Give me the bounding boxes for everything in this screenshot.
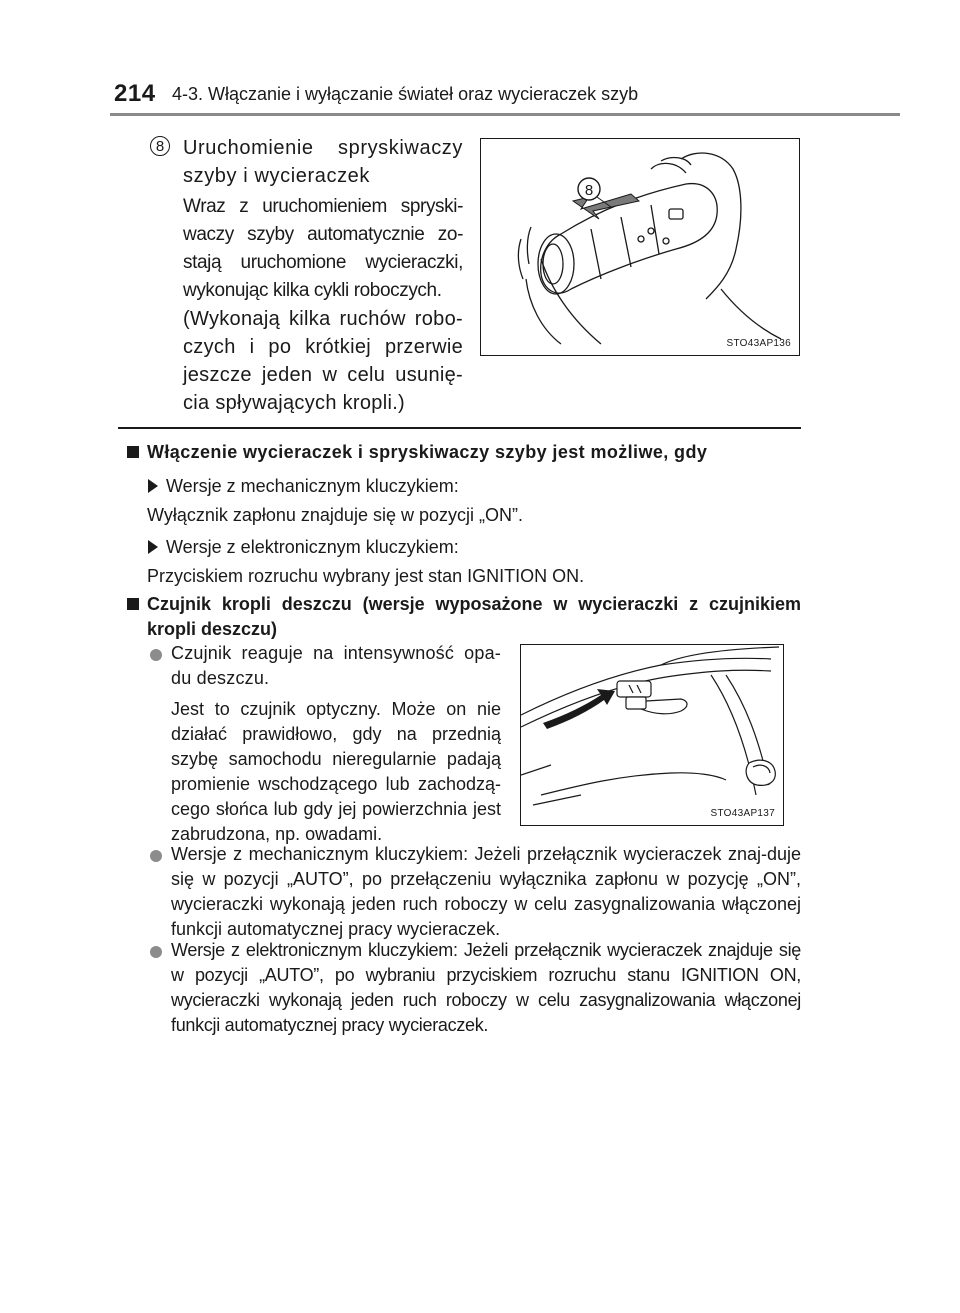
- figure-code: STO43AP136: [726, 338, 791, 349]
- rain-sensor-illustration: [521, 645, 782, 824]
- circle-bullet-icon: [150, 649, 162, 661]
- variant-label: Wersje z elektronicznym kluczykiem:: [166, 537, 459, 557]
- bullet-text: Czujnik reaguje na intensywność opa-du deszczu.: [171, 643, 501, 688]
- circle-bullet-icon: [150, 850, 162, 862]
- variant-label: Wersje z mechanicznym kluczykiem:: [166, 476, 459, 496]
- step-number-badge: 8: [150, 136, 170, 156]
- square-bullet-icon: [127, 598, 139, 610]
- chapter-title: 4-3. Włączanie i wyłączanie świateł oraz wycieraczek szyb: [172, 84, 639, 104]
- step-title: Uruchomienie spryskiwaczy szyby i wycieraczek: [183, 137, 463, 187]
- step-paragraph-1: Wraz z uruchomieniem spryski-waczy szyby automatycznie zo-stają uruchomione wycieraczki, wykonując kilka cykli roboczych.: [183, 196, 463, 301]
- bullet-text: Wersje z elektronicznym kluczykiem: Jeżeli przełącznik wycieraczek znajduje się w pozycji „AUTO”, po wybraniu przyciskiem rozruchu stanu IGNITION ON, wycieraczki wykonają jeden ruch roboczy w celu zasygnalizowania włączonej funkcji automatycznej pracy wycieraczek.: [171, 940, 801, 1035]
- wiper-lever-illustration: [481, 139, 798, 354]
- rain-sensor-figure: [520, 644, 784, 826]
- step-paragraph-2: (Wykonają kilka ruchów robo-czych i po krótkiej przerwie jeszcze jeden w celu usunię-cia spływających kropli.): [183, 308, 463, 414]
- figure-code: STO43AP137: [710, 808, 775, 819]
- figure-callout: 8: [584, 182, 594, 199]
- circle-bullet-icon: [150, 946, 162, 958]
- condition-text: Przyciskiem rozruchu wybrany jest stan IGNITION ON.: [147, 566, 585, 586]
- section-heading: Włączenie wycieraczek i spryskiwaczy szyby jest możliwe, gdy: [147, 442, 708, 462]
- wiper-lever-figure: [480, 138, 800, 356]
- bullet-text: Wersje z mechanicznym kluczykiem: Jeżeli przełącznik wycieraczek znaj-duje się w pozycji „AUTO”, po przełączeniu wyłącznika zapłonu w pozycję „ON”, wycieraczki wykonają jeden ruch roboczy w celu zasygnalizowania włączonej funkcji automatycznej pracy wycieraczek.: [171, 844, 801, 939]
- header-divider: [110, 113, 900, 116]
- bullet-detail: Jest to czujnik optyczny. Może on nie działać prawidłowo, gdy na przednią szybę samochodu nieregularnie padają promienie wschodzącego lub zachodzą-cego słońca lub gdy jej powierzchnia jest zabrudzona, np. owadami.: [171, 699, 501, 844]
- triangle-right-icon: [148, 540, 158, 554]
- triangle-right-icon: [148, 479, 158, 493]
- section-heading: Czujnik kropli deszczu (wersje wyposażone w wycieraczki z czujnikiem kropli deszczu): [147, 594, 801, 639]
- condition-text: Wyłącznik zapłonu znajduje się w pozycji „ON”.: [147, 505, 523, 525]
- square-bullet-icon: [127, 446, 139, 458]
- section-divider: [118, 427, 801, 429]
- page-number: 214: [114, 80, 156, 107]
